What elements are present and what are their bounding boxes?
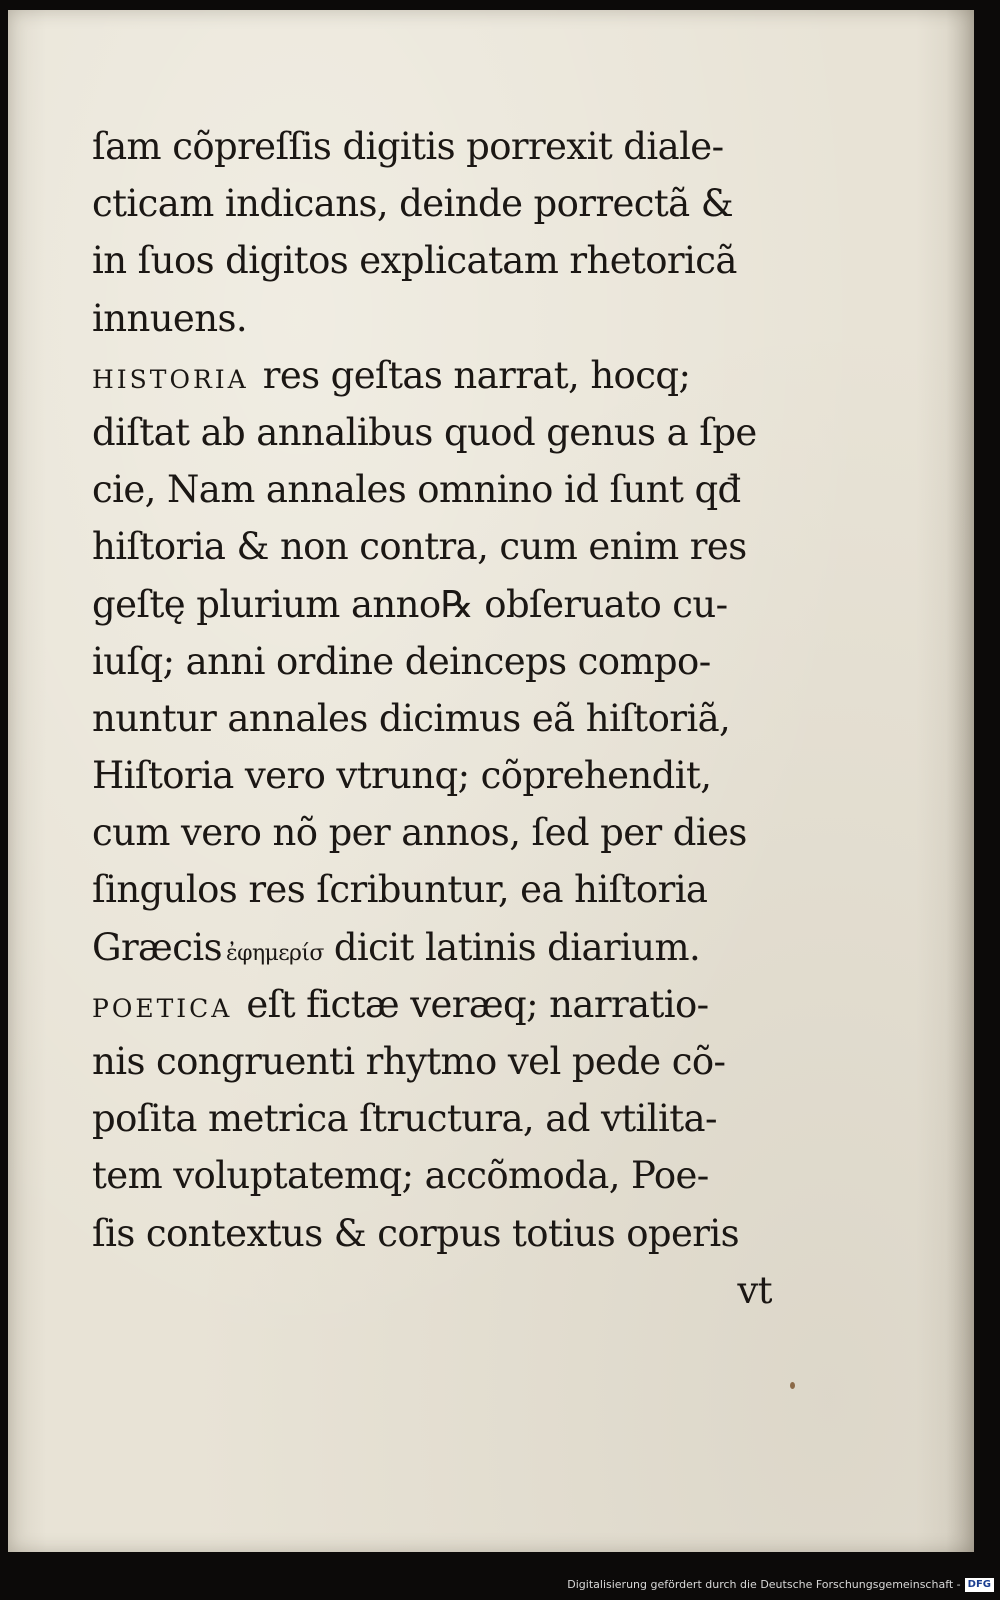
text-line: Hiſtoria vero vtrunq; cõprehendit, [92,754,712,798]
text-line [92,919,772,976]
text-line: in ſuos digitos explicatam rhetoricã [92,239,737,283]
greek-word: ἐφημερίσ [225,940,324,966]
catchword: vt [737,1268,772,1312]
text-line: cticam indicans, deinde porrectã & [92,182,734,226]
text-line: hiſtoria & non contra, cum enim res [92,525,747,569]
text-line: geſtę plurium anno℞ obſeruato cu- [92,582,728,626]
heading-historia: HISTORIA [92,364,249,394]
text-line: ſis contextus & corpus totius operis [92,1211,740,1255]
paper-stain [790,1382,795,1389]
text-line: cie, Nam annales omnino id ſunt qđ [92,468,741,512]
text-line: innuens. [92,296,247,340]
text-line: poſita metrica ſtructura, ad vtilita- [92,1097,717,1141]
text-line: nis congruenti rhytmo vel pede cõ- [92,1040,726,1083]
heading-poetica: POETICA [92,993,233,1023]
text-line-segment: res geſtas narrat, hocq; [262,353,691,397]
text-line: iuſq; anni ordine deinceps compo- [92,639,711,683]
dfg-logo: DFG [965,1578,994,1592]
page-edge-shadow [946,10,974,1552]
text-line: ſingulos res ſcribuntur, ea hiſtoria [92,868,708,912]
text-line-segment: dicit latinis diarium. [333,925,701,969]
page-text [92,118,772,1319]
text-line: nuntur annales dicimus eã hiſtoriã, [92,696,731,740]
credit-text: Digitalisierung gefördert durch die Deutsche Forschungsgemeinschaft - [567,1578,961,1591]
text-line: ſam cõpreſſis digitis porrexit diale- [92,125,724,168]
text-line: cum vero nõ per annos, ſed per dies [92,811,747,855]
text-line: tem voluptatemq; accõmoda, Poe- [92,1154,709,1198]
text-line-segment: Græcis [92,925,222,969]
book-page [8,10,974,1552]
text-line: diſtat ab annalibus quod genus a ſpe [92,410,757,454]
text-line [92,976,772,1033]
digitization-credit [0,1575,994,1595]
text-line-segment: eſt fictæ veræq; narratio- [246,982,709,1026]
text-line [92,347,772,404]
